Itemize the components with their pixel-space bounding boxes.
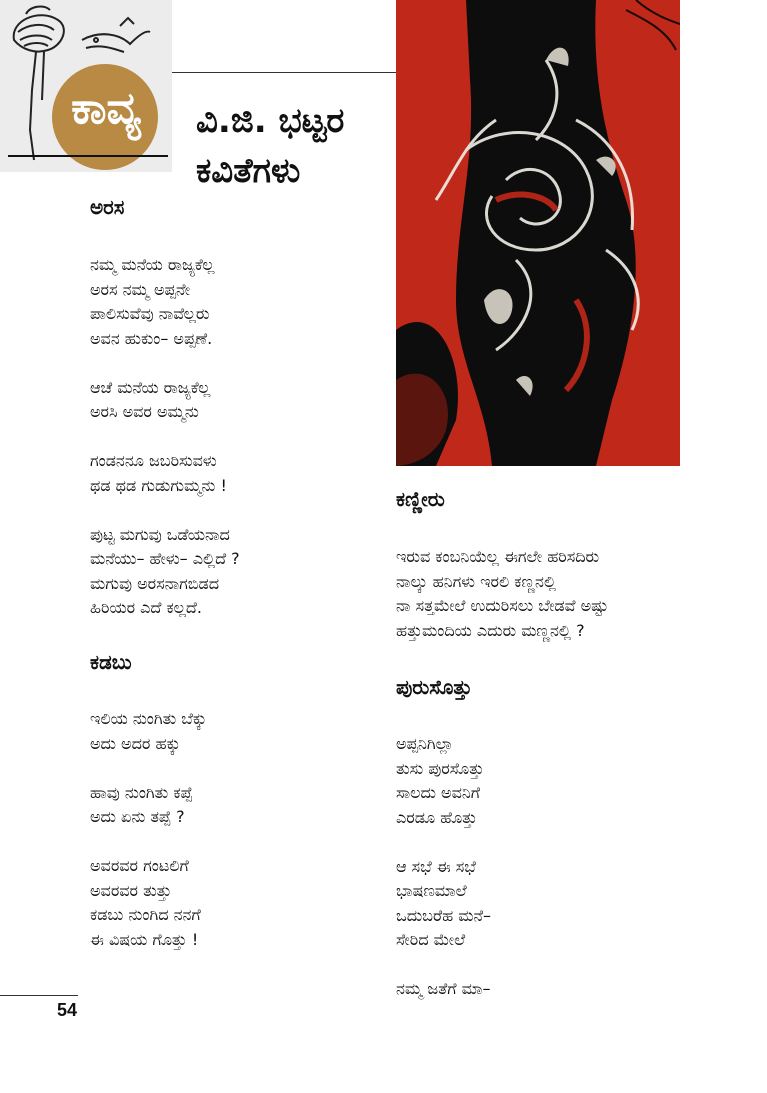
logo-divider — [8, 155, 168, 157]
poem-body-kadabu: ಇಲಿಯ ನುಂಗಿತು ಬೆಕ್ಕು ಅದು ಅದರ ಹಕ್ಕು ಹಾವು ನುಂಗಿತು ಕಪ್ಪೆ ಅದು ಏನು ತಪ್ಪೆ ? ಅವರವರ ಗಂಟಲಿಗೆ ಅವರವರ ತುತ್ತು ಕಡಬು ನುಂಗಿದ ನನಗೆ ಈ ವಿಷಯ ಗೊತ್ತು ! — [90, 709, 207, 949]
poem-heading-kadabu: ಕಡಬು — [90, 650, 132, 674]
logo-text: ಕಾವ್ಯ — [71, 83, 141, 134]
header-divider — [172, 72, 397, 73]
poem-body-arasa: ನಮ್ಮ ಮನೆಯ ರಾಜ್ಯಕೆಲ್ಲ ಅರಸ ನಮ್ಮ ಅಪ್ಪನೇ ಪಾಲಿಸುವೆವು ನಾವೆಲ್ಲರು ಅವನ ಹುಕುಂ– ಅಪ್ಪಣೆ. ಆಚೆ ಮನೆಯ ರಾಜ್ಯಕೆಲ್ಲ ಅರಸಿ ಅವರ ಅಮ್ಮನು ಗಂಡನನೂ ಜಬರಿಸುವಳು ಥಡ ಥಡ ಗುಡುಗುಮ್ಮನು ! ಪುಟ್ಟ ಮಗುವು ಒಡೆಯನಾದ ಮನೆಯು– ಹೇಳು– ಎಲ್ಲಿದೆ ? ಮಗುವು ಅರಸನಾಗಬಿಡದ ಹಿರಿಯರ ಎದೆ ಕಲ್ಲದೆ. — [90, 255, 240, 617]
artwork-graphic — [396, 0, 680, 466]
title-line-2: ಕವಿತೆಗಳು — [196, 151, 301, 191]
page-number: 54 — [57, 1000, 78, 1020]
title-line-1: ವಿ.ಜಿ. ಭಟ್ಟರ — [196, 101, 345, 141]
poem-heading-arasa: ಅರಸ — [90, 195, 125, 219]
poem-heading-purusottu: ಪುರುಸೊತ್ತು — [396, 675, 473, 699]
page-title — [196, 96, 344, 196]
magazine-logo — [0, 0, 172, 172]
footer-divider — [0, 995, 78, 996]
abstract-artwork — [396, 0, 680, 466]
poem-body-kanneeru: ಇರುವ ಕಂಬನಿಯೆಲ್ಲ ಈಗಲೇ ಹರಿಸದಿರು ನಾಲ್ಕು ಹನಿಗಳು ಇರಲಿ ಕಣ್ಣನಲ್ಲಿ ನಾ ಸತ್ತಮೇಲೆ ಉದುರಿಸಲು ಬೇಡವೆ ಅಷ್ಟು ಹತ್ತುಮಂದಿಯ ಎದುರು ಮಣ್ಣನಲ್ಲಿ ? — [396, 547, 609, 640]
poem-body-purusottu: ಅಪ್ಪನಿಗಿಲ್ಲಾ ತುಸು ಪುರಸೊತ್ತು ಸಾಲದು ಅವನಿಗೆ ಎರಡೂ ಹೊತ್ತು ಆ ಸಭೆ ಈ ಸಭೆ ಭಾಷಣಮಾಲೆ ಒದುಬರೆಹ ಮನೆ– ಸೇರಿದ ಮೇಲೆ ನಮ್ಮ ಜತೆಗೆ ಮಾ– — [396, 734, 492, 998]
poem-heading-kanneeru: ಕಣ್ಣೀರು — [396, 487, 445, 511]
